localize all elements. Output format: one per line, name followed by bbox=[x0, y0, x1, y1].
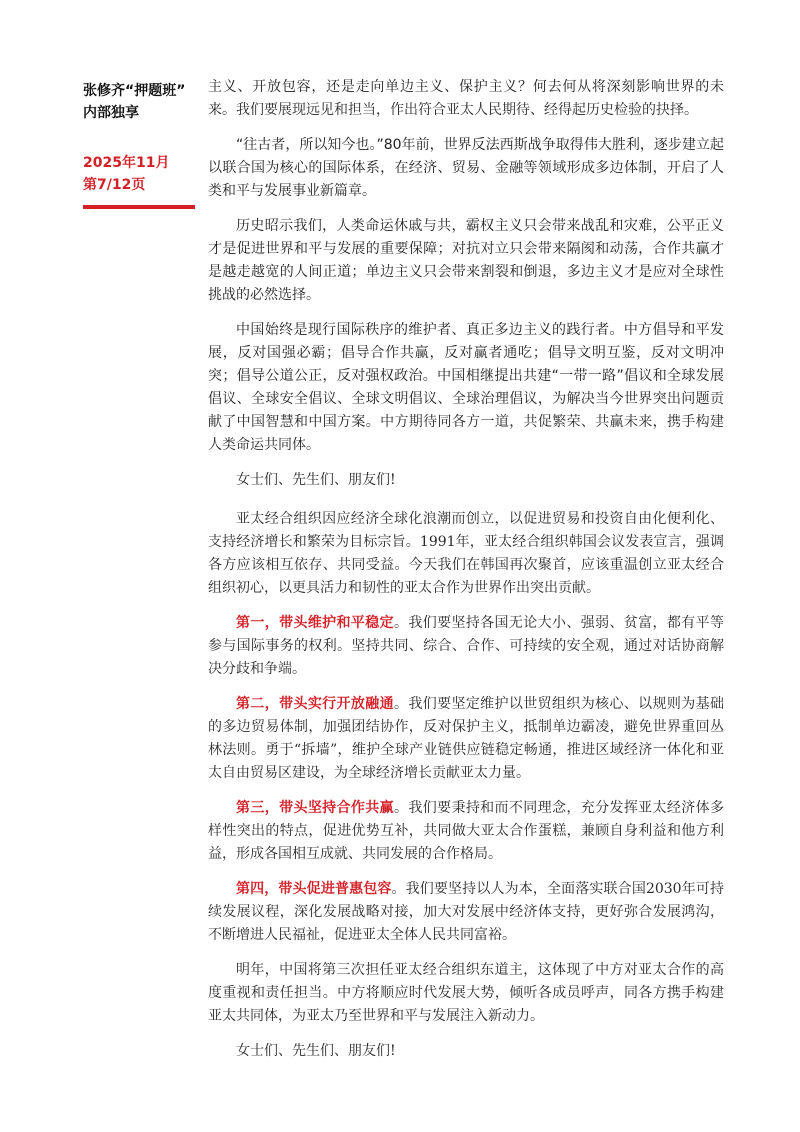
paragraph-4-sans: 中国始终是现行国际秩序的维护者、真正多边主义的践行者。中方倡导和平发展，反对国强必霸；倡导合作共赢，反对赢者通吃；倡导文明互鉴，反对文明冲突；倡导公道公正，反对强权政治。中国相继提出共建“一带一路”倡议和全球发展倡议、全球安全倡议、全球文明倡议、全球治理倡议，为解决当今世界突出问题贡献了中国智慧和中国方案。 bbox=[208, 322, 724, 430]
point-3-heading: 第三，带头坚持合作共赢 bbox=[236, 800, 394, 816]
paragraph-1 bbox=[208, 76, 724, 122]
paragraph-1-sans: 主义、开放包容，还是走向单边主义、保护主义？何去何从将深刻影响世界的未来。 bbox=[208, 79, 724, 118]
sidebar-title-line2: 内部独享 bbox=[83, 105, 139, 121]
paragraph-2: “往古者，所以知今也。”80年前，世界反法西斯战争取得伟大胜利，逐步建立起以联合国为核心的国际体系，在经济、贸易、金融等领域形成多边体制，开启了人类和平与发展事业新篇章。 bbox=[208, 137, 724, 199]
paragraph-3: 历史昭示我们，人类命运休戚与共，霸权主义只会带来战乱和灾难，公平正义才是促进世界和平与发展的重要保障；对抗对立只会带来隔阂和动荡，合作共赢才是越走越宽的人间正道；单边主义只会带来割裂和倒退，多边主义才是应对全球性挑战的必然选择。 bbox=[208, 218, 724, 303]
point-3-body: 。我们要秉持和而不同理念，充分发挥亚太经济体多样性突出的特点，促进优势互补，共同做大亚太合作蛋糕，兼顾自身利益和他方利益，形成各国相互成就、共同发展的合作格局。 bbox=[208, 800, 724, 862]
point-2-body: 。我们要坚定维护以世贸组织为核心、以规则为基础的多边贸易体制，加强团结协作，反对保护主义，抵制单边霸凌，避免世界重回丛林法则。勇于“拆墙”，维护全球产业链供应链稳定畅通，推进区域经济一体化和亚太自由贸易区建设，为全球经济增长贡献亚太力量。 bbox=[208, 696, 724, 781]
paragraph-4 bbox=[208, 319, 724, 457]
point-4 bbox=[208, 878, 724, 947]
paragraph-1-serif: 我们要展现远见和担当，作出符合亚太人民期待、经得起历史检验的抉择。 bbox=[236, 102, 698, 118]
point-1 bbox=[208, 612, 724, 681]
sidebar-date bbox=[83, 152, 195, 196]
sidebar-divider bbox=[83, 205, 195, 209]
point-1-heading: 第一，带头维护和平稳定 bbox=[236, 615, 394, 631]
sidebar-date-line1: 2025年11月 bbox=[83, 155, 170, 171]
greeting-2: 女士们、先生们、朋友们! bbox=[236, 1043, 396, 1059]
paragraph-4-serif: 中方期待同各方一道，共促繁荣、共赢未来，携手构建人类命运共同体。 bbox=[208, 414, 725, 453]
point-2 bbox=[208, 693, 724, 785]
point-4-body: 。我们要坚持以人为本，全面落实联合国2030年可持续发展议程，深化发展战略对接，加大对发展中经济体支持，更好弥合发展鸿沟，不断增进人民福祉，促进亚太全体人民共同富裕。 bbox=[208, 881, 724, 943]
point-2-heading: 第二，带头实行开放融通 bbox=[236, 696, 394, 712]
sidebar-page-number: 第7/12页 bbox=[83, 177, 146, 193]
greeting-1: 女士们、先生们、朋友们! bbox=[236, 472, 396, 488]
point-3 bbox=[208, 797, 724, 866]
article-body bbox=[208, 76, 724, 1079]
sidebar bbox=[83, 80, 195, 196]
sidebar-title-line1: 张修齐“押题班” bbox=[83, 83, 186, 99]
paragraph-5: 亚太经合组织因应经济全球化浪潮而创立，以促进贸易和投资自由化便利化、支持经济增长和繁荣为目标宗旨。1991年，亚太经合组织韩国会议发表宣言，强调各方应该相互依存、共同受益。今天我们在韩国再次聚首，应该重温创立亚太经合组织初心，以更具活力和韧性的亚太合作为世界作出突出贡献。 bbox=[208, 511, 724, 596]
paragraph-6: 明年，中国将第三次担任亚太经合组织东道主，这体现了中方对亚太合作的高度重视和责任担当。中方将顺应时代发展大势，倾听各成员呼声，同各方携手构建亚太共同体，为亚太乃至世界和平与发展注入新动力。 bbox=[208, 962, 724, 1024]
sidebar-title bbox=[83, 80, 195, 124]
point-4-heading: 第四，带头促进普惠包容 bbox=[236, 881, 392, 897]
point-1-body: 。我们要坚持各国无论大小、强弱、贫富，都有平等参与国际事务的权利。坚持共同、综合、合作、可持续的安全观，通过对话协商解决分歧和争端。 bbox=[208, 615, 724, 677]
